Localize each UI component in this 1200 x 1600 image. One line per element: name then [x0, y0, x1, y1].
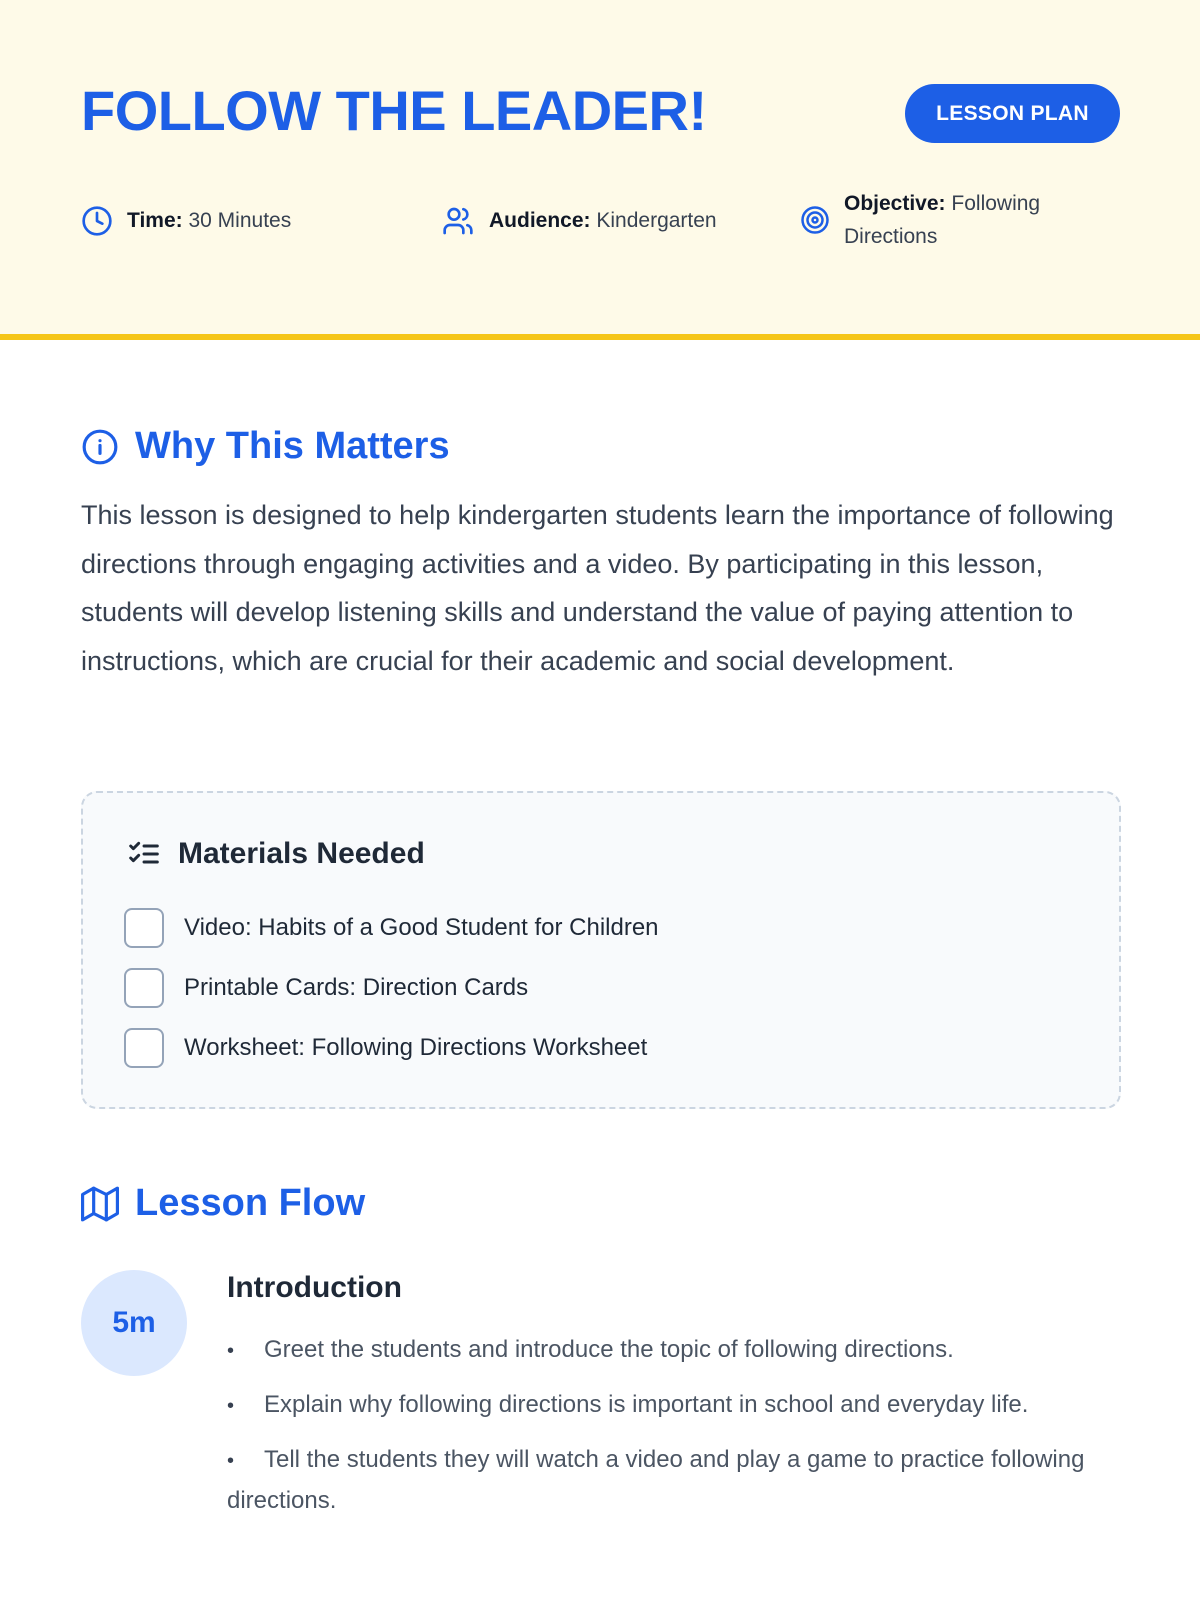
step-title: Introduction	[227, 1271, 402, 1304]
time-label: Time:	[127, 209, 183, 232]
why-heading-label: Why This Matters	[135, 425, 450, 467]
meta-objective	[800, 187, 1040, 253]
objective-value-line2: Directions	[844, 225, 938, 248]
why-heading	[81, 425, 450, 468]
material-item[interactable]	[124, 908, 659, 948]
audience-label: Audience:	[489, 209, 591, 232]
material-label: Worksheet: Following Directions Worksheet	[184, 1034, 648, 1061]
clock-icon	[81, 205, 113, 237]
objective-label: Objective:	[844, 192, 946, 215]
step-bullet-list	[227, 1330, 1107, 1535]
meta-time	[81, 204, 291, 237]
step-bullet: • Greet the students and introduce the topic of following directions.	[227, 1330, 1107, 1371]
flow-heading-label: Lesson Flow	[135, 1182, 366, 1224]
material-label: Printable Cards: Direction Cards	[184, 974, 529, 1001]
flow-heading	[81, 1182, 365, 1225]
material-checkbox[interactable]	[124, 908, 164, 948]
materials-box	[81, 791, 1121, 1109]
lesson-plan-badge: LESSON PLAN	[905, 84, 1120, 143]
target-icon	[800, 205, 830, 235]
time-value: 30 Minutes	[188, 209, 292, 232]
materials-heading	[126, 837, 425, 871]
meta-audience	[441, 204, 717, 237]
material-checkbox[interactable]	[124, 1028, 164, 1068]
audience-value: Kindergarten	[596, 209, 717, 232]
step-duration-badge: 5m	[81, 1270, 187, 1376]
page-title: FOLLOW THE LEADER!	[81, 79, 707, 142]
material-item[interactable]	[124, 968, 528, 1008]
info-icon	[81, 428, 119, 466]
objective-value-line1: Following	[951, 192, 1041, 215]
material-checkbox[interactable]	[124, 968, 164, 1008]
step-bullet: • Explain why following directions is important in school and everyday life.	[227, 1385, 1107, 1426]
users-icon	[441, 205, 475, 237]
material-label: Video: Habits of a Good Student for Children	[184, 914, 659, 941]
step-bullet: • Tell the students they will watch a video and play a game to practice following directions.	[227, 1440, 1107, 1521]
material-item[interactable]	[124, 1028, 647, 1068]
map-icon	[81, 1185, 119, 1223]
lesson-header	[0, 0, 1200, 340]
materials-heading-label: Materials Needed	[178, 837, 425, 870]
why-paragraph: This lesson is designed to help kindergarten students learn the importance of following directions through engaging activities and a video. By participating in this lesson, students will develop listening skills and understand the value of paying attention to instructions, which are crucial for their academic and social development.	[81, 500, 1114, 676]
checklist-icon	[126, 838, 162, 870]
